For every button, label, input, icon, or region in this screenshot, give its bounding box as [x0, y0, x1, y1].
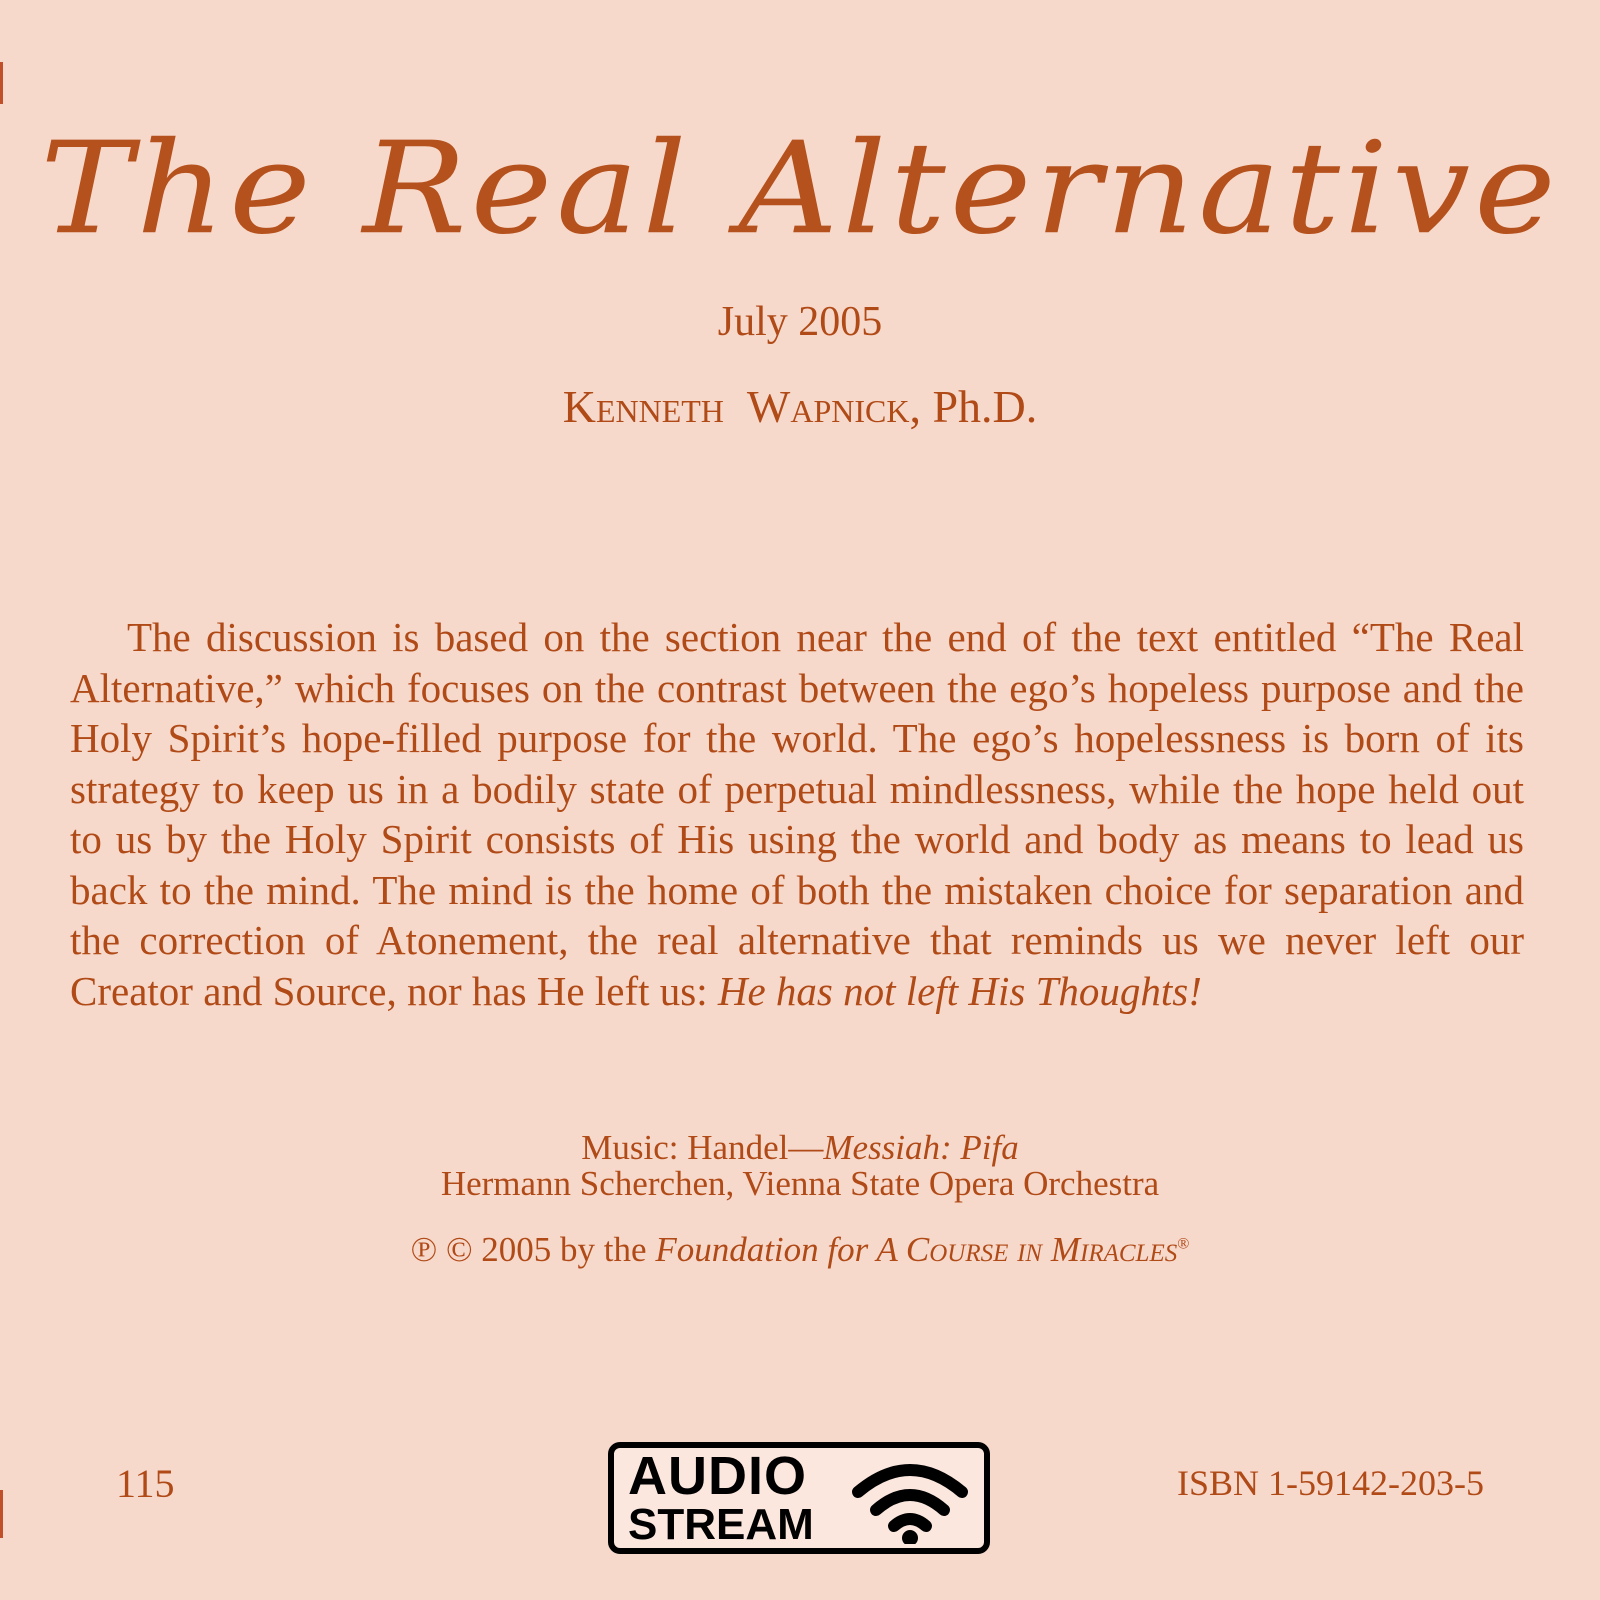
- description-closing: He has not left His Thoughts!: [717, 967, 1202, 1014]
- author-first-name: Kenneth: [562, 381, 724, 432]
- page-title: The Real Alternative: [40, 114, 1560, 263]
- audio-stream-wordmark: [628, 1446, 814, 1549]
- publisher-name-a: Foundation for A: [655, 1230, 906, 1269]
- catalog-number: 115: [116, 1461, 175, 1506]
- registered-mark: ®: [1177, 1235, 1190, 1253]
- music-title: Messiah: Pifa: [823, 1128, 1019, 1167]
- author-last-name: Wapnick: [746, 381, 910, 432]
- publisher-name-b: Course in Miracles: [905, 1230, 1178, 1269]
- music-prefix: Music: Handel—: [581, 1128, 824, 1167]
- copyright-prefix: ℗ © 2005 by the: [410, 1230, 656, 1269]
- wifi-icon: [850, 1458, 970, 1549]
- music-credits: [0, 1130, 1600, 1202]
- badge-line-2: STREAM: [628, 1500, 814, 1549]
- badge-line-1: AUDIO: [628, 1446, 807, 1506]
- author-line: [0, 380, 1600, 433]
- audio-stream-badge: [608, 1442, 990, 1554]
- description-main: The discussion is based on the section near the end of the text entitled “The Real Alternative,” which focuses on the contrast between the ego’s hopeless purpose and the Holy Spirit’s hope-filled purpose for the world. The ego’s hopelessness is born of its strategy to keep us in a bodily state of perpetual mindlessness, while the hope held out to us by the Holy Spirit consists of His using the world and body as means to lead us back to the mind. The mind is the home of both the mistaken choice for separation and the correction of Atonement, the real alternative that reminds us we never left our Creator and Source, nor has He left us:: [70, 614, 1524, 1014]
- description-paragraph: [70, 612, 1524, 1016]
- crop-mark-top: [0, 62, 3, 104]
- copyright-line: [0, 1230, 1600, 1270]
- music-line: [0, 1130, 1600, 1166]
- performers-line: Hermann Scherchen, Vienna State Opera Orchestra: [440, 1164, 1160, 1203]
- author-degree: , Ph.D.: [909, 381, 1038, 432]
- crop-mark-bottom: [0, 1490, 3, 1538]
- release-date: July 2005: [717, 299, 883, 345]
- isbn-number: ISBN 1-59142-203-5: [1177, 1463, 1484, 1503]
